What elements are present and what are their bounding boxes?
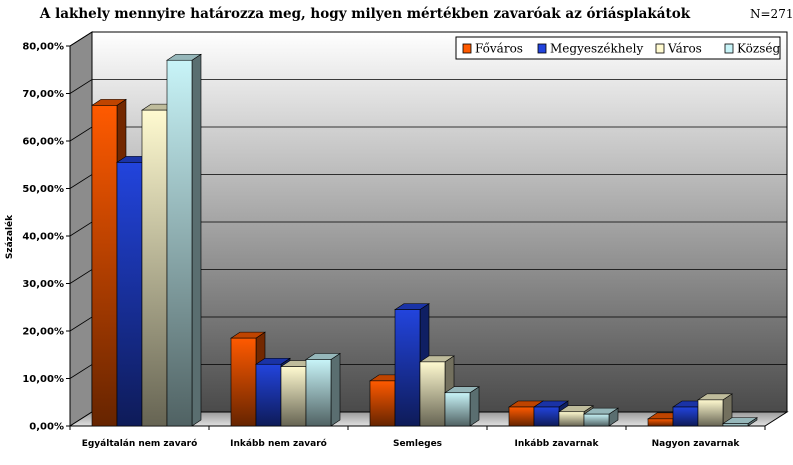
- category-label: Inkább nem zavaró: [230, 439, 327, 449]
- bar-front: [142, 110, 167, 426]
- bar-front: [306, 360, 331, 427]
- legend-label: Város: [668, 41, 702, 56]
- bar-front: [584, 414, 609, 426]
- bar-front: [509, 407, 534, 426]
- y-tick-label: 50,00%: [22, 184, 64, 195]
- bar-front: [420, 362, 445, 426]
- bar-front: [723, 424, 748, 426]
- bar-front: [445, 393, 470, 426]
- sample-size-note: N=271: [750, 7, 793, 21]
- y-tick-label: 70,00%: [22, 89, 64, 100]
- legend-item: [538, 42, 643, 56]
- y-tick-label: 60,00%: [22, 136, 64, 148]
- y-tick-label: 20,00%: [22, 326, 64, 338]
- y-axis-label: Százalék: [5, 214, 15, 260]
- bar-front: [117, 162, 142, 426]
- bar-front: [395, 310, 420, 426]
- y-tick-label: 40,00%: [22, 231, 64, 243]
- legend-swatch: [463, 44, 471, 53]
- category-label: Egyáltalán nem zavaró: [81, 439, 198, 449]
- bar-front: [673, 407, 698, 426]
- bar-front: [256, 364, 281, 426]
- bar-side: [470, 387, 479, 426]
- y-tick-label: 30,00%: [22, 279, 64, 290]
- bar-side: [331, 354, 340, 427]
- x-axis-categories: [70, 426, 765, 449]
- legend-label: Megyeszékhely: [550, 41, 644, 56]
- legend-swatch: [725, 44, 733, 53]
- chart-title: A lakhely mennyire határozza meg, hogy milyen mértékben zavaróak az óriásplakátok: [39, 6, 691, 22]
- y-axis-ticks: [22, 42, 70, 433]
- legend-swatch: [656, 44, 664, 53]
- bar: [445, 387, 479, 426]
- bar-side: [192, 54, 201, 426]
- category-label: Nagyon zavarnak: [651, 439, 740, 449]
- y-tick-label: 0,00%: [29, 421, 64, 433]
- legend-label: Község: [737, 41, 781, 56]
- y-tick-label: 80,00%: [22, 41, 64, 53]
- legend-swatch: [538, 44, 546, 53]
- bar: [167, 54, 201, 426]
- bar-front: [92, 105, 117, 426]
- category-label: Inkább zavarnak: [514, 439, 599, 449]
- bar: [306, 354, 340, 427]
- bar-front: [231, 338, 256, 426]
- bar-front: [559, 412, 584, 426]
- category-label: Semleges: [392, 439, 443, 449]
- y-tick-label: 10,00%: [22, 374, 64, 385]
- bar-front: [370, 381, 395, 426]
- bar-front: [281, 367, 306, 426]
- bar-front: [534, 407, 559, 426]
- bar: [584, 408, 618, 426]
- legend: [456, 37, 780, 59]
- bar-front: [648, 419, 673, 426]
- bar-front: [698, 400, 723, 426]
- bar-front: [167, 60, 192, 426]
- legend-label: Főváros: [475, 41, 523, 56]
